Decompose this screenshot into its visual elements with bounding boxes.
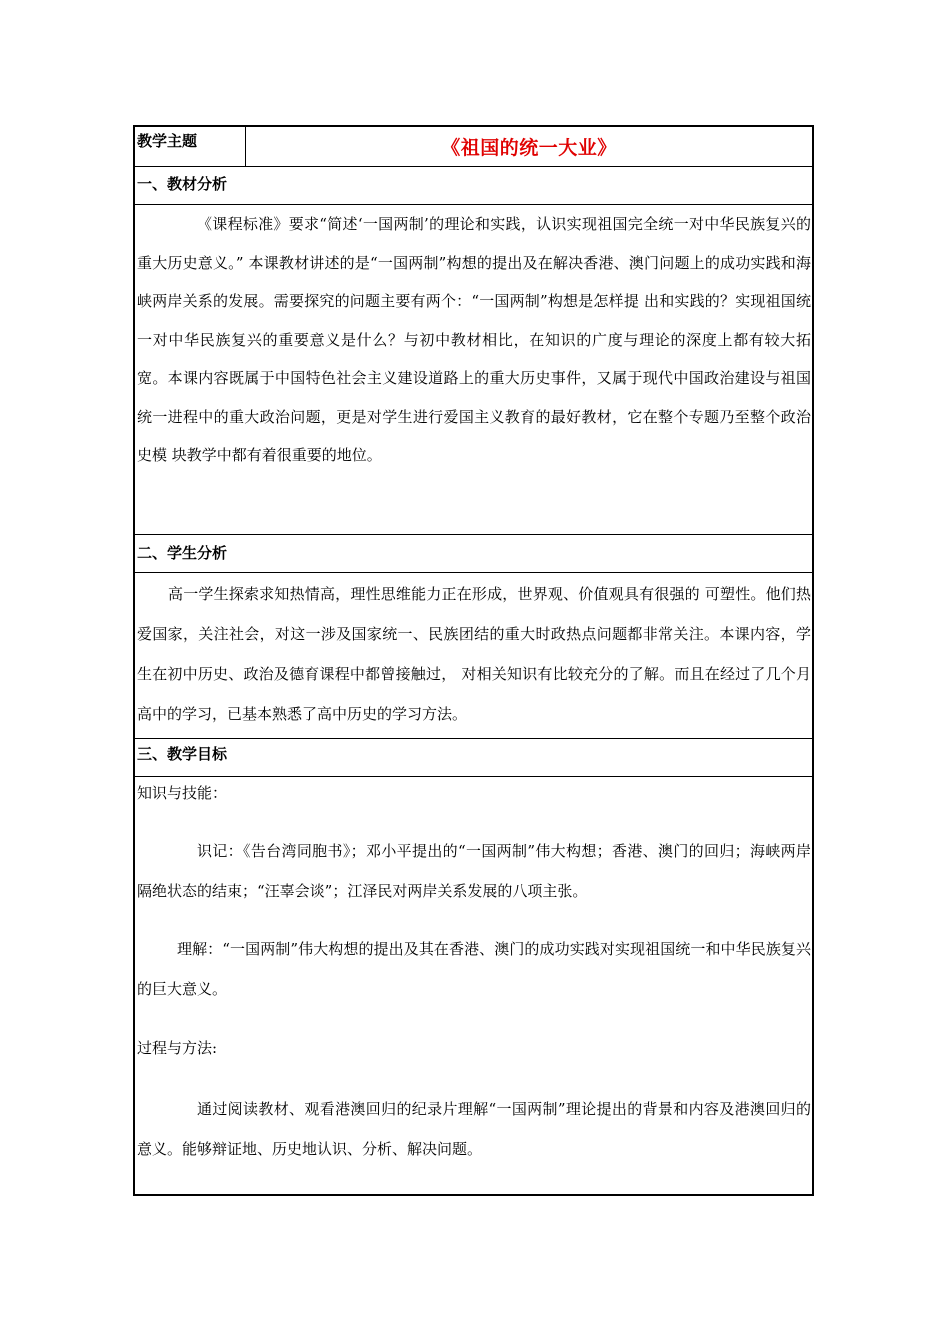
- section-heading-row: [135, 535, 812, 573]
- process-paragraph: 通过阅读教材、观看港澳回归的纪录片理解“一国两制”理论提出的背景和内容及港澳回归的意义。能够辩证地、历史地认识、分析、解决问题。: [137, 1100, 811, 1158]
- textbook-analysis-paragraph: 《课程标准》要求“简述‘一国两制’的理论和实践，认识实现祖国完全统一对中华民族复兴的重大历史意义。” 本课教材讲述的是“一国两制”构想的提出及在解决香港、澳门问题上的成功实践和海峡两岸关系的发展。需要探究的问题主要有两个：“一国两制”构想是怎样提 出和实践的？实现祖国统一对中华民族复兴的重要意义是什么？与初中教材相比，在知识的广度与理论的深度上都有较大拓宽。本课内容既属于中国特色社会主义建设道路上的重大历史事件，又属于现代中国政治建设与祖国统一进程中的重大政治问题，更是对学生进行爱国主义教育的最好教材，它在整个专题乃至整个政治史模 块教学中都有着很重要的地位。: [137, 215, 811, 464]
- topic-label: 教学主题: [137, 132, 198, 150]
- lesson-plan-table: [133, 125, 814, 1196]
- title-cell: [245, 127, 812, 166]
- title-row: [135, 127, 812, 167]
- recall-paragraph: 识记：《告台湾同胞书》；邓小平提出的“一国两制”伟大构想；香港、澳门的回归；海峡两岸隔绝状态的结束；“汪辜会谈”；江泽民对两岸关系发展的八项主张。: [137, 842, 811, 900]
- understand-paragraph: 理解：“一国两制”伟大构想的提出及其在香港、澳门的成功实践对实现祖国统一和中华民族复兴的巨大意义。: [137, 940, 811, 998]
- section-heading: 三、教学目标: [137, 745, 228, 763]
- section-heading-row: [135, 167, 812, 205]
- section-heading-row: [135, 739, 812, 777]
- process-method-label: 过程与方法:: [137, 1039, 218, 1057]
- section-heading: 二、学生分析: [137, 544, 228, 562]
- lesson-title: 《祖国的统一大业》: [441, 137, 617, 159]
- section-heading: 一、教材分析: [137, 175, 228, 193]
- section-body-row: [135, 205, 812, 535]
- knowledge-skills-label: 知识与技能：: [137, 784, 228, 802]
- student-analysis-paragraph: 高一学生探索求知热情高，理性思维能力正在形成，世界观、价值观具有很强的 可塑性。他们热爱国家，关注社会，对这一涉及国家统一、民族团结的重大时政热点问题都非常关注。本课内容，学生在初中历史、政治及德育课程中都曾接触过， 对相关知识有比较充分的了解。而且在经过了几个月高中的学习，已基本熟悉了高中历史的学习方法。: [137, 585, 811, 723]
- section-body-row: [135, 573, 812, 739]
